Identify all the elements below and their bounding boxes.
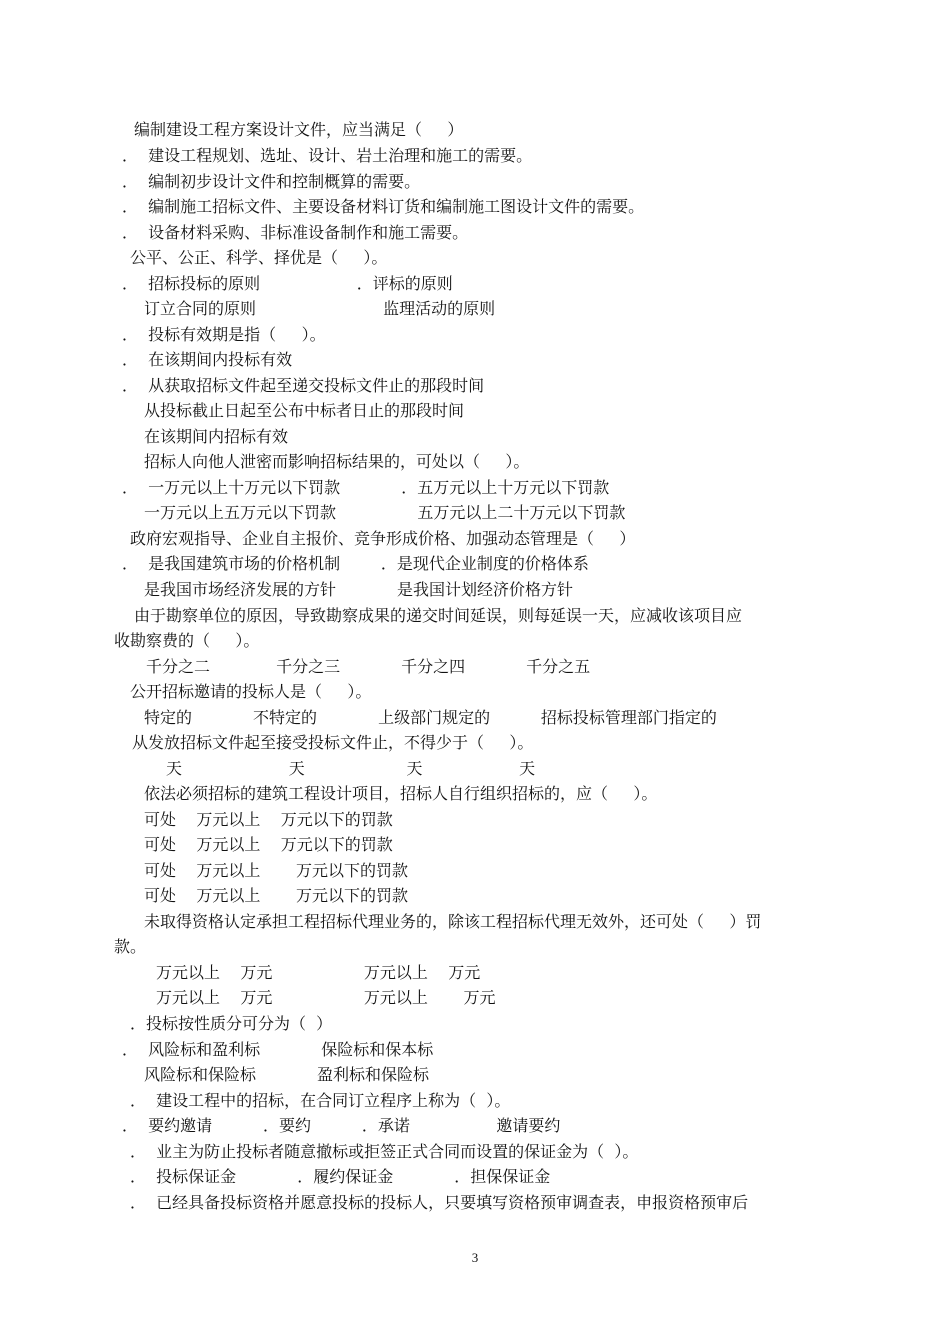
- answer-option: 在该期间内招标有效: [144, 427, 289, 446]
- answer-option: ． 要约邀请 ．要约 ．承诺 邀请要约: [122, 1116, 561, 1135]
- answer-option: ． 招标投标的原则 ．评标的原则: [122, 274, 453, 293]
- answer-option: 万元以上 万元 万元以上 万元: [156, 988, 496, 1007]
- question-stem: 由于勘察单位的原因，导致勘察成果的递交时间延误，则每延误一天，应减收该项目应: [134, 606, 743, 625]
- answer-option: ． 是我国建筑市场的价格机制 ．是现代企业制度的价格体系: [122, 554, 589, 573]
- answer-option: 一万元以上五万元以下罚款 五万元以上二十万元以下罚款: [144, 503, 626, 522]
- question-stem: ． 建设工程中的招标，在合同订立程序上称为（ ）。: [130, 1091, 511, 1110]
- answer-option: ． 编制施工招标文件、主要设备材料订货和编制施工图设计文件的需要。: [122, 197, 645, 216]
- answer-option: 可处 万元以上 万元以下的罚款: [144, 810, 393, 829]
- answer-option: ． 从获取招标文件起至递交投标文件止的那段时间: [122, 376, 485, 395]
- question-stem: 编制建设工程方案设计文件，应当满足（ ）: [134, 120, 464, 139]
- answer-option: ． 编制初步设计文件和控制概算的需要。: [122, 172, 421, 191]
- answer-option: 万元以上 万元 万元以上 万元: [156, 963, 481, 982]
- answer-option: 可处 万元以上 万元以下的罚款: [144, 886, 408, 905]
- question-stem: 依法必须招标的建筑工程设计项目，招标人自行组织招标的，应（ ）。: [144, 784, 658, 803]
- answer-option: ． 设备材料采购、非标准设备制作和施工需要。: [122, 223, 469, 242]
- answer-option: 是我国市场经济发展的方针 是我国计划经济价格方针: [144, 580, 574, 599]
- answer-option: 可处 万元以上 万元以下的罚款: [144, 861, 408, 880]
- answer-option: ． 风险标和盈利标 保险标和保本标: [122, 1040, 434, 1059]
- answer-option: 订立合同的原则 监理活动的原则: [144, 299, 496, 318]
- question-stem: 政府宏观指导、企业自主报价、竞争形成价格、加强动态管理是（ ）: [130, 529, 636, 548]
- answer-option: ． 投标保证金 ．履约保证金 ．担保保证金: [130, 1167, 551, 1186]
- answer-option: 特定的 不特定的 上级部门规定的 招标投标管理部门指定的: [144, 708, 717, 727]
- question-stem: 从发放招标文件起至接受投标文件止，不得少于（ ）。: [132, 733, 534, 752]
- question-stem: 未取得资格认定承担工程招标代理业务的，除该工程招标代理无效外，还可处（ ）罚: [144, 912, 762, 931]
- question-stem: 款。: [114, 937, 147, 956]
- question-stem: 招标人向他人泄密而影响招标结果的，可处以（ ）。: [144, 452, 530, 471]
- question-stem: ． 业主为防止投标者随意撤标或拒签正式合同而设置的保证金为（ ）。: [130, 1142, 639, 1161]
- question-stem: ． 投标有效期是指（ ）。: [122, 325, 326, 344]
- answer-option: ． 一万元以上十万元以下罚款 ．五万元以上十万元以下罚款: [122, 478, 610, 497]
- question-stem: ． 已经具备投标资格并愿意投标的投标人，只要填写资格预审调查表，申报资格预审后: [130, 1193, 749, 1212]
- answer-option: 天 天 天 天: [166, 759, 536, 778]
- answer-option: ． 在该期间内投标有效: [122, 350, 293, 369]
- answer-option: 风险标和保险标 盈利标和保险标: [144, 1065, 430, 1084]
- question-stem: 公平、公正、科学、择优是（ ）。: [130, 248, 388, 267]
- page-number: 3: [471, 1250, 479, 1265]
- answer-option: 从投标截止日起至公布中标者日止的那段时间: [144, 401, 465, 420]
- answer-option: ． 建设工程规划、选址、设计、岩土治理和施工的需要。: [122, 146, 533, 165]
- question-stem: ．投标按性质分可分为（ ）: [130, 1014, 333, 1033]
- answer-option: 千分之二 千分之三 千分之四 千分之五: [146, 657, 591, 676]
- question-stem: 收勘察费的（ ）。: [114, 631, 260, 650]
- question-stem: 公开招标邀请的投标人是（ ）。: [130, 682, 372, 701]
- answer-option: 可处 万元以上 万元以下的罚款: [144, 835, 393, 854]
